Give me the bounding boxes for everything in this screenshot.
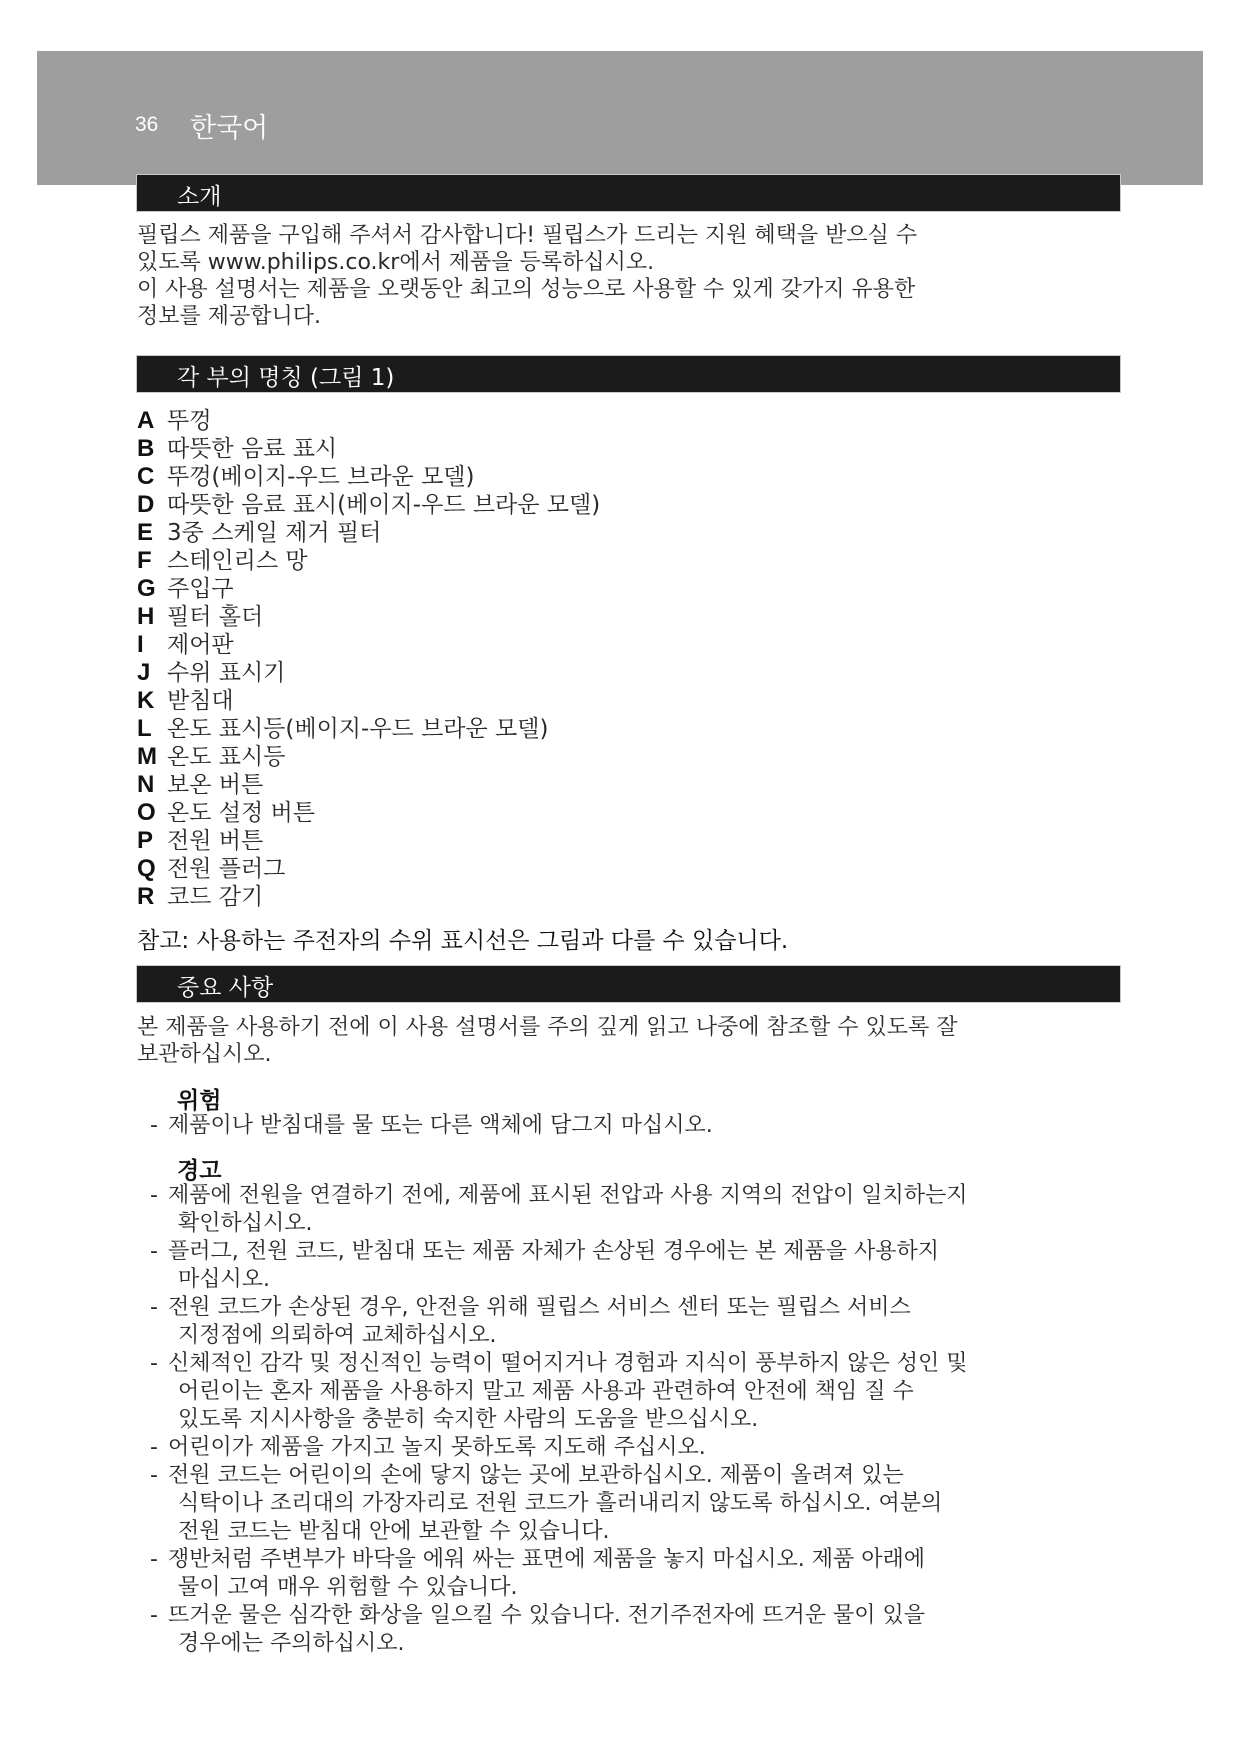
bullet-item xyxy=(150,1238,1140,1294)
part-item xyxy=(137,687,600,715)
part-label: 수위 표시기 xyxy=(167,660,286,686)
part-label: 뚜껑 xyxy=(167,408,212,434)
bullet-line: 있도록 지시사항을 충분히 숙지한 사람의 도움을 받으십시오. xyxy=(178,1407,759,1432)
bullet-line: 마십시오. xyxy=(178,1267,271,1292)
bullet-item xyxy=(150,1602,1140,1658)
bullet-item xyxy=(150,1294,1140,1350)
parts-note: 참고: 사용하는 주전자의 수위 표시선은 그림과 다를 수 있습니다. xyxy=(137,928,789,954)
part-label: 따뜻한 음료 표시(베이지-우드 브라운 모델) xyxy=(167,492,601,518)
section-header-important xyxy=(137,966,1120,1002)
part-item xyxy=(137,743,600,771)
part-letter: L xyxy=(137,715,152,742)
bullet-line: 어린이는 혼자 제품을 사용하지 말고 제품 사용과 관련하여 안전에 책임 질 수 xyxy=(178,1379,914,1404)
parts-list xyxy=(137,407,600,911)
important-paragraph xyxy=(137,1014,1127,1068)
warning-list xyxy=(150,1182,1140,1658)
part-letter: D xyxy=(137,491,155,518)
part-item xyxy=(137,547,600,575)
part-item xyxy=(137,435,600,463)
bullet-line: 식탁이나 조리대의 가장자리로 전원 코드가 흘러내리지 않도록 하십시오. 여분의 xyxy=(178,1491,943,1516)
bullet-line: 경우에는 주의하십시오. xyxy=(178,1631,405,1656)
intro-line: 필립스 제품을 구입해 주셔서 감사합니다! 필립스가 드리는 지원 혜택을 받으실 수 xyxy=(137,223,918,248)
part-letter: Q xyxy=(137,855,156,882)
intro-line: 이 사용 설명서는 제품을 오랫동안 최고의 성능으로 사용할 수 있게 갖가지 유용한 xyxy=(137,277,916,302)
bullet-line: - 신체적인 감각 및 정신적인 능력이 떨어지거나 경험과 지식이 풍부하지 않은 성인 및 xyxy=(168,1351,968,1376)
important-line: 보관하십시오. xyxy=(137,1042,272,1067)
warning-heading: 경고 xyxy=(177,1158,222,1184)
part-letter: H xyxy=(137,603,155,630)
part-letter: E xyxy=(137,519,154,546)
intro-line: 정보를 제공합니다. xyxy=(137,304,322,329)
bullet-item xyxy=(150,1182,1140,1238)
part-label: 스테인리스 망 xyxy=(167,548,308,574)
bullet-item xyxy=(150,1112,1140,1140)
part-letter: N xyxy=(137,771,155,798)
section-title: 소개 xyxy=(177,184,222,210)
part-label: 3중 스케일 제거 필터 xyxy=(167,520,382,546)
part-item xyxy=(137,855,600,883)
part-label: 주입구 xyxy=(167,576,234,602)
part-label: 전원 버튼 xyxy=(167,828,264,854)
part-letter: C xyxy=(137,463,155,490)
part-label: 따뜻한 음료 표시 xyxy=(167,436,338,462)
part-item xyxy=(137,407,600,435)
part-item xyxy=(137,827,600,855)
part-letter: M xyxy=(137,743,157,770)
part-label: 전원 플러그 xyxy=(167,856,286,882)
bullet-line: - 어린이가 제품을 가지고 놀지 못하도록 지도해 주십시오. xyxy=(168,1435,706,1460)
part-label: 온도 설정 버튼 xyxy=(167,800,315,826)
danger-list xyxy=(150,1112,1140,1140)
important-line: 본 제품을 사용하기 전에 이 사용 설명서를 주의 깊게 읽고 나중에 참조할 수 있도록 잘 xyxy=(137,1015,958,1040)
part-letter: R xyxy=(137,883,155,910)
part-letter: A xyxy=(137,407,155,434)
bullet-item xyxy=(150,1434,1140,1462)
bullet-item xyxy=(150,1350,1140,1434)
section-header-intro xyxy=(137,175,1120,211)
part-item xyxy=(137,519,600,547)
part-label: 제어판 xyxy=(167,632,234,658)
part-label: 코드 감기 xyxy=(167,884,264,910)
part-letter: P xyxy=(137,827,154,854)
part-label: 뚜껑(베이지-우드 브라운 모델) xyxy=(167,464,475,490)
intro-line: 있도록 www.philips.co.kr에서 제품을 등록하십시오. xyxy=(137,250,655,275)
part-letter: B xyxy=(137,435,155,462)
part-label: 온도 표시등 xyxy=(167,744,286,770)
part-item xyxy=(137,883,600,911)
intro-paragraph xyxy=(137,222,1127,330)
bullet-line: 확인하십시오. xyxy=(178,1211,313,1236)
part-letter: G xyxy=(137,575,156,602)
part-item xyxy=(137,575,600,603)
bullet-item xyxy=(150,1546,1140,1602)
section-title: 각 부의 명칭 (그림 1) xyxy=(177,365,395,391)
bullet-line: - 전원 코드가 손상된 경우, 안전을 위해 필립스 서비스 센터 또는 필립스 서비스 xyxy=(168,1295,911,1320)
part-letter: O xyxy=(137,799,156,826)
part-item xyxy=(137,631,600,659)
part-label: 받침대 xyxy=(167,688,234,714)
part-letter: J xyxy=(137,659,151,686)
part-item xyxy=(137,771,600,799)
bullet-item xyxy=(150,1462,1140,1546)
part-item xyxy=(137,799,600,827)
bullet-line: 지정점에 의뢰하여 교체하십시오. xyxy=(178,1323,497,1348)
part-item xyxy=(137,463,600,491)
part-label: 온도 표시등(베이지-우드 브라운 모델) xyxy=(167,716,549,742)
part-letter: K xyxy=(137,687,155,714)
part-letter: I xyxy=(137,631,144,658)
part-letter: F xyxy=(137,547,152,574)
part-item xyxy=(137,491,600,519)
bullet-line: - 제품이나 받침대를 물 또는 다른 액체에 담그지 마십시오. xyxy=(168,1113,713,1138)
part-item xyxy=(137,715,600,743)
bullet-line: - 플러그, 전원 코드, 받침대 또는 제품 자체가 손상된 경우에는 본 제품을 사용하지 xyxy=(168,1239,939,1264)
page-number: 36 xyxy=(135,113,159,136)
bullet-line: 물이 고여 매우 위험할 수 있습니다. xyxy=(178,1575,518,1600)
part-item xyxy=(137,659,600,687)
part-item xyxy=(137,603,600,631)
bullet-line: - 뜨거운 물은 심각한 화상을 일으킬 수 있습니다. 전기주전자에 뜨거운 물이 있을 xyxy=(168,1603,925,1628)
bullet-line: - 쟁반처럼 주변부가 바닥을 에워 싸는 표면에 제품을 놓지 마십시오. 제품 아래에 xyxy=(168,1547,925,1572)
bullet-line: - 제품에 전원을 연결하기 전에, 제품에 표시된 전압과 사용 지역의 전압이 일치하는지 xyxy=(168,1183,968,1208)
page-language: 한국어 xyxy=(190,113,269,144)
bullet-line: 전원 코드는 받침대 안에 보관할 수 있습니다. xyxy=(178,1519,610,1544)
part-label: 보온 버튼 xyxy=(167,772,264,798)
danger-heading: 위험 xyxy=(177,1088,222,1114)
section-title: 중요 사항 xyxy=(177,975,274,1001)
part-label: 필터 홀더 xyxy=(167,604,264,630)
bullet-line: - 전원 코드는 어린이의 손에 닿지 않는 곳에 보관하십시오. 제품이 올려져 있는 xyxy=(168,1463,904,1488)
section-header-parts xyxy=(137,356,1120,392)
